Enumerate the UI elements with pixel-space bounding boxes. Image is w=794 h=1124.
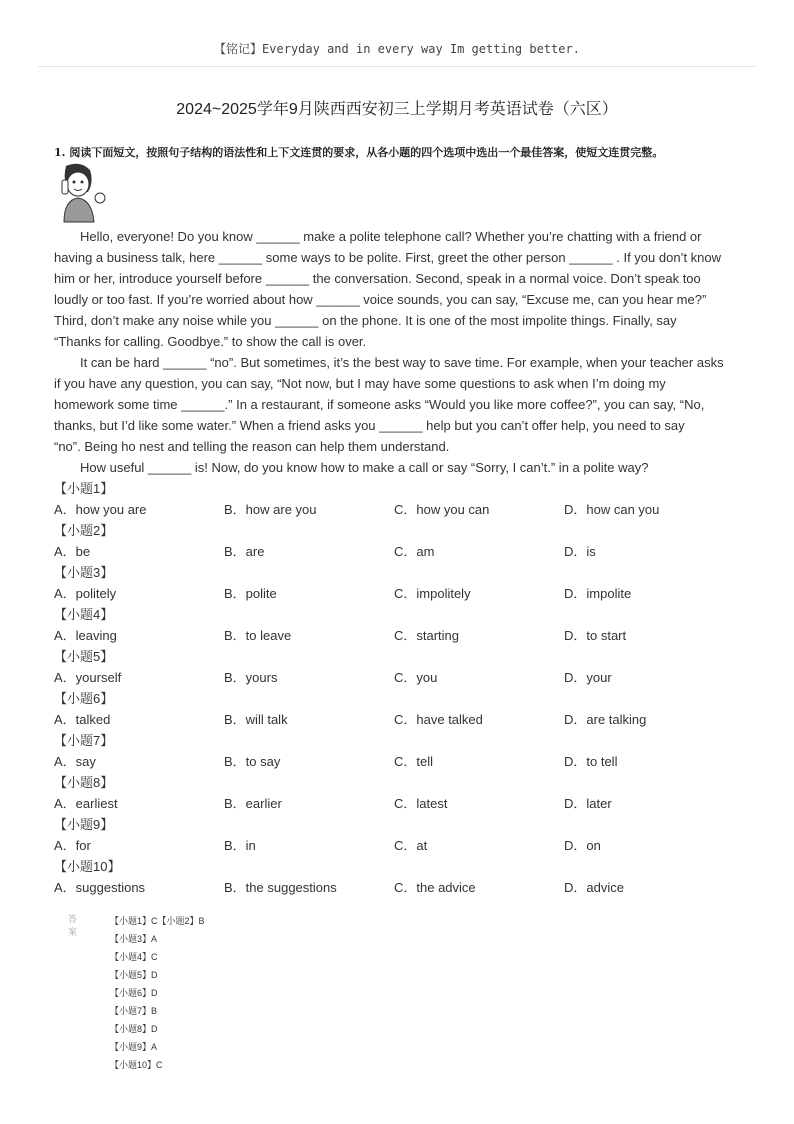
question-label: 【小题9】 [54, 817, 114, 832]
answer-option: B．how are you [224, 502, 317, 517]
reading-passage [54, 226, 744, 478]
answer-list [110, 912, 310, 1074]
answer-option: C．the advice [394, 880, 476, 895]
passage-line: him or her, introduce yourself before ______ the conversation. Second, speak in a normal voice. Don’t speak too [54, 271, 701, 286]
passage-line: “Thanks for calling. Goodbye.” to show the call is over. [54, 334, 367, 349]
answer-option: B．polite [224, 586, 277, 601]
answer-option: A．be [54, 544, 91, 559]
question-instruction: 1. 阅读下面短文，按照句子结构的语法性和上下文连贯的要求，从各小题的四个选项中选出一个最佳答案，使短文连贯完整。 [54, 146, 664, 159]
question-label: 【小题8】 [54, 775, 114, 790]
answer-option: D．advice [564, 880, 624, 895]
answer-option: B．the suggestions [224, 880, 337, 895]
option-row [54, 751, 754, 772]
question-label: 【小题2】 [54, 523, 114, 538]
answer-option: A．yourself [54, 670, 122, 685]
answer-option: D．to start [564, 628, 627, 643]
answer-option: B．in [224, 838, 256, 853]
header-motto: 【铭记】Everyday and in every way Im getting better. [214, 42, 580, 56]
option-row [54, 667, 754, 688]
answer-option: C．at [394, 838, 428, 853]
option-row [54, 541, 754, 562]
question-label: 【小题10】 [54, 859, 121, 874]
answer-line: 【小题5】D [110, 970, 158, 980]
header-divider [38, 66, 756, 67]
option-row [54, 877, 754, 898]
answer-option: C．tell [394, 754, 434, 769]
answer-option: A．for [54, 838, 91, 853]
girl-on-phone-illustration [56, 162, 110, 224]
question-list [54, 478, 754, 898]
answer-option: B．are [224, 544, 265, 559]
passage-line: homework some time ______.” In a restaurant, if someone asks “Would you like more coffee?”, you can say, “No, [54, 397, 705, 412]
answer-option: A．talked [54, 712, 111, 727]
question-label: 【小题6】 [54, 691, 114, 706]
answer-option: D．is [564, 544, 596, 559]
option-row [54, 625, 754, 646]
answer-option: D．your [564, 670, 612, 685]
answer-option: B．will talk [224, 712, 288, 727]
answer-line: 【小题7】B [110, 1006, 158, 1016]
passage-line: “no”. Being ho nest and telling the reason can help them understand. [54, 439, 450, 454]
answer-line: 【小题8】D [110, 1024, 158, 1034]
answer-option: D．on [564, 838, 601, 853]
answer-option: D．impolite [564, 586, 632, 601]
question-label: 【小题7】 [54, 733, 114, 748]
question-label: 【小题5】 [54, 649, 114, 664]
answer-option: D．are talking [564, 712, 647, 727]
option-row [54, 793, 754, 814]
answer-option: C．starting [394, 628, 460, 643]
answer-option: B．earlier [224, 796, 282, 811]
answer-line: 【小题4】C [110, 952, 158, 962]
answer-option: B．to say [224, 754, 281, 769]
answer-option: D．how can you [564, 502, 660, 517]
answer-option: A．earliest [54, 796, 118, 811]
answer-option: C．you [394, 670, 438, 685]
answer-line: 【小题9】A [110, 1042, 158, 1052]
answer-option: D．later [564, 796, 612, 811]
answer-option: A．how you are [54, 502, 147, 517]
passage-line: It can be hard ______ “no”. But sometimes, it’s the best way to save time. For example, when your teacher asks [54, 355, 724, 370]
question-label: 【小题4】 [54, 607, 114, 622]
answer-line: 【小题10】C [110, 1060, 163, 1070]
answer-option: B．to leave [224, 628, 292, 643]
answer-option: B．yours [224, 670, 278, 685]
option-row [54, 709, 754, 730]
option-row [54, 583, 754, 604]
option-row [54, 835, 754, 856]
passage-line: loudly or too fast. If you’re worried about how ______ voice sounds, you can say, “Excuse me, can you hear me?” [54, 292, 707, 307]
answer-option: A．politely [54, 586, 117, 601]
answer-option: C．how you can [394, 502, 490, 517]
passage-line: How useful ______ is! Now, do you know how to make a call or say “Sorry, I can’t.” in a polite way? [54, 460, 649, 475]
answer-option: A．suggestions [54, 880, 146, 895]
passage-line: Hello, everyone! Do you know ______ make a polite telephone call? Whether you’re chatting with a friend or [54, 229, 702, 244]
answer-option: C．latest [394, 796, 448, 811]
page-title: 2024~2025学年9月陕西西安初三上学期月考英语试卷（六区） [176, 101, 618, 118]
answer-label: 答案 [68, 914, 78, 937]
answer-line: 【小题6】D [110, 988, 158, 998]
passage-line: having a business talk, here ______ some ways to be polite. First, greet the other person ______ . If you don’t know [54, 250, 722, 265]
answer-line: 【小题1】C【小题2】B [110, 916, 205, 926]
answer-option: C．am [394, 544, 435, 559]
question-label: 【小题3】 [54, 565, 114, 580]
answer-option: C．impolitely [394, 586, 471, 601]
question-label: 【小题1】 [54, 481, 114, 496]
answer-option: A．say [54, 754, 96, 769]
answer-option: A．leaving [54, 628, 117, 643]
option-row [54, 499, 754, 520]
answer-option: D．to tell [564, 754, 618, 769]
answer-line: 【小题3】A [110, 934, 158, 944]
passage-line: if you have any question, you can say, “Not now, but I may have some questions to ask when I’m doing my [54, 376, 666, 391]
answer-option: C．have talked [394, 712, 483, 727]
passage-line: thanks, but I’d like some water.” When a friend asks you ______ help but you can’t offer help, you need to say [54, 418, 685, 433]
passage-line: Third, don’t make any noise while you ______ on the phone. It is one of the most impolite things. Finally, say [54, 313, 677, 328]
